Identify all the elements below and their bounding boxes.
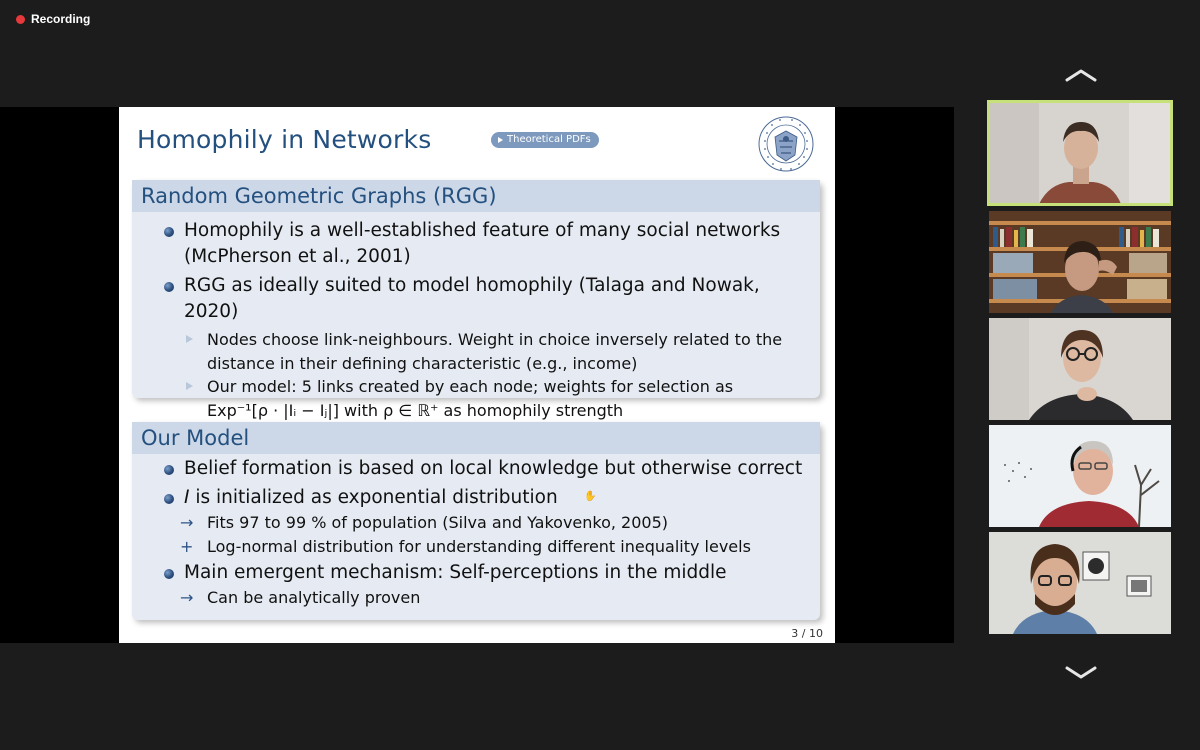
list-item-text: Belief formation is based on local knowledge but otherwise correct: [184, 458, 803, 479]
list-item-text: is initialized as exponential distribution: [195, 487, 558, 508]
record-dot-icon: [16, 15, 25, 24]
sub-item-text: Log-normal distribution for understanding different inequality levels: [207, 536, 751, 556]
participant-video-3: [989, 318, 1171, 420]
sub-item: [162, 586, 810, 610]
plus-icon: +: [180, 536, 194, 556]
sub-item: [162, 328, 810, 375]
sub-item-text: Fits 97 to 99 % of population (Silva and Yakovenko, 2005): [207, 513, 669, 532]
participant-video-4: [989, 425, 1171, 527]
bullet-icon: [164, 227, 174, 237]
list-item: [162, 560, 810, 586]
arrow-icon: →: [180, 588, 194, 607]
participant-tile-2[interactable]: [989, 211, 1171, 313]
our-model-block: [132, 422, 820, 620]
theoretical-pdfs-button[interactable]: [491, 132, 599, 148]
shared-screen: [0, 107, 954, 643]
chevron-up-icon[interactable]: [1065, 68, 1097, 82]
arrow-icon: →: [180, 513, 194, 532]
sub-item-text: Nodes choose link-neighbours. Weight in choice inversely related to the distance in their defining characteristic (e.g., income): [207, 330, 783, 373]
homophily-formula: Exp⁻¹[ρ · |Iᵢ − Iⱼ|] with ρ ∈ ℝ⁺ as homophily strength: [207, 400, 624, 420]
recording-indicator: [16, 12, 90, 26]
list-item-text: RGG as ideally suited to model homophily (Talaga and Nowak, 2020): [184, 275, 760, 322]
bullet-icon: [164, 282, 174, 292]
play-triangle-icon: [498, 137, 503, 143]
bullet-icon: [164, 494, 174, 504]
hand-cursor-icon: ✋: [584, 491, 597, 502]
slide-title: Homophily in Networks: [137, 125, 432, 154]
sub-bullet-icon: [186, 382, 193, 390]
sub-item: [162, 535, 810, 559]
presentation-slide: [119, 107, 835, 643]
theoretical-pdfs-label: Theoretical PDFs: [507, 134, 591, 145]
chevron-down-icon[interactable]: [1065, 666, 1097, 680]
page-number: 3 / 10: [791, 627, 823, 640]
participant-tile-5[interactable]: [989, 532, 1171, 634]
rgg-block-heading: Random Geometric Graphs (RGG): [132, 180, 820, 212]
participant-video-1: [989, 102, 1171, 204]
list-item: [162, 485, 810, 511]
sub-item-text: Can be analytically proven: [207, 588, 421, 607]
income-variable: I: [184, 487, 190, 508]
our-model-block-heading: Our Model: [132, 422, 820, 454]
list-item-text: Main emergent mechanism: Self-perceptions in the middle: [184, 562, 727, 583]
participant-video-2: [989, 211, 1171, 313]
rgg-block: [132, 180, 820, 420]
list-item-text: Homophily is a well-established feature of many social networks (McPherson et al., 2001): [184, 220, 781, 267]
list-item: [162, 456, 810, 482]
sub-item: [162, 375, 810, 422]
participant-tile-1[interactable]: [989, 102, 1171, 204]
participant-tile-3[interactable]: [989, 318, 1171, 420]
bullet-icon: [164, 569, 174, 579]
list-item: [162, 218, 810, 270]
sub-item: [162, 511, 810, 535]
list-item: [162, 273, 810, 325]
sub-bullet-icon: [186, 335, 193, 343]
participant-video-5: [989, 532, 1171, 634]
recording-label: Recording: [31, 12, 91, 26]
participant-tile-4[interactable]: [989, 425, 1171, 527]
bullet-icon: [164, 465, 174, 475]
university-seal-icon: [757, 113, 815, 175]
sub-item-text: Our model: 5 links created by each node; weights for selection as: [207, 377, 734, 396]
